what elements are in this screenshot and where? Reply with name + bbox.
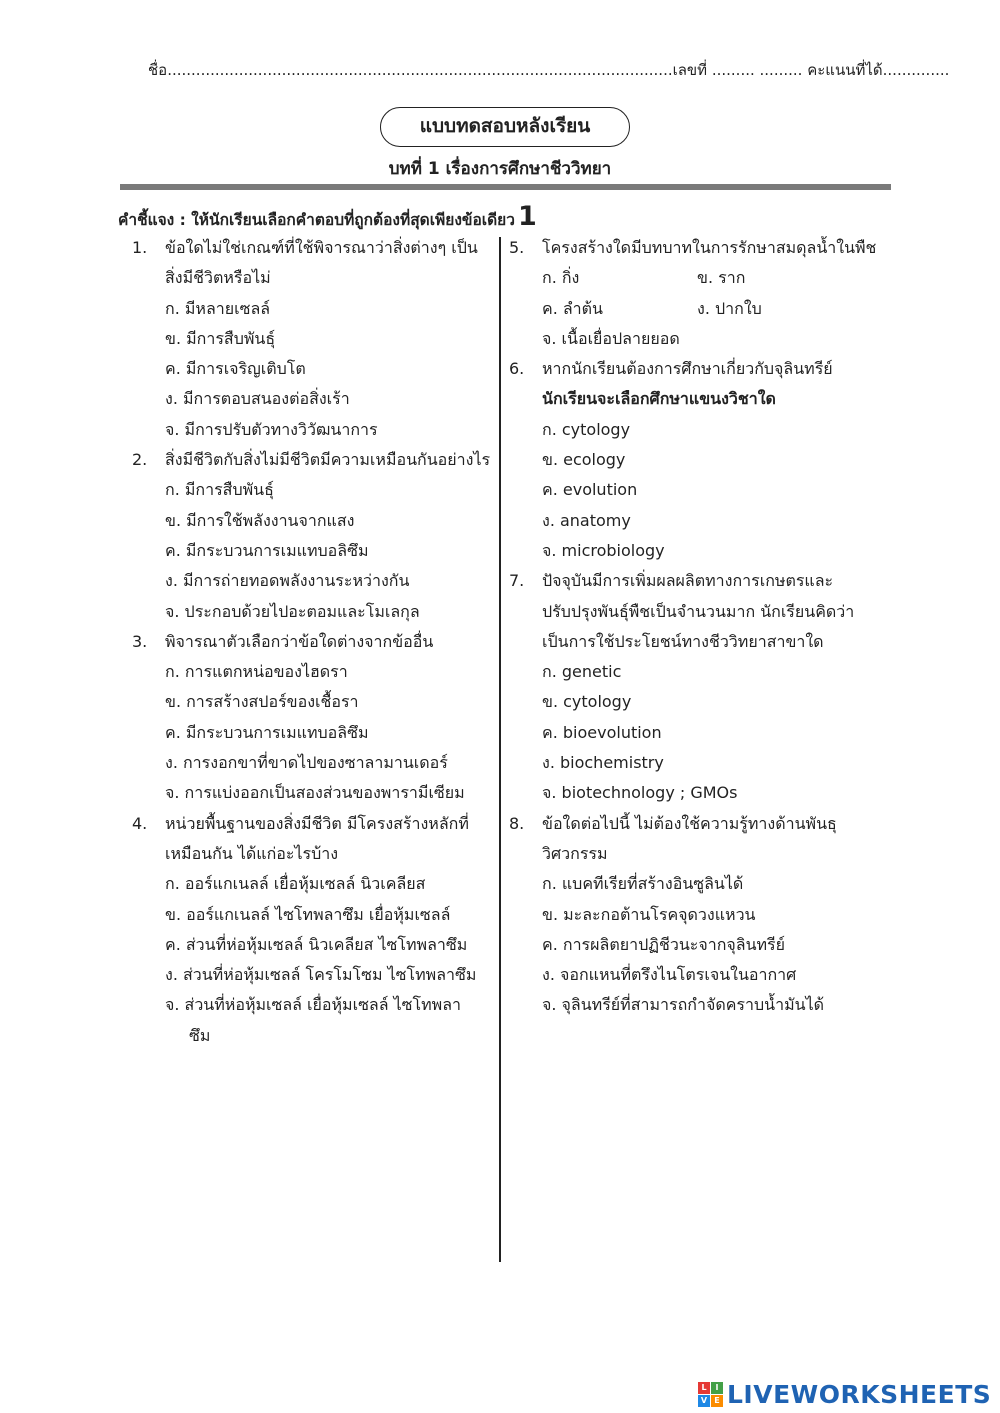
instruction-number: 1 xyxy=(517,201,537,232)
option[interactable]: ข. ecology xyxy=(542,450,626,470)
question-text: ข้อใดต่อไปนี้ ไม่ต้องใช้ความรู้ทางด้านพันธุวิศวกรรม xyxy=(542,813,837,863)
logo-icon xyxy=(698,1382,723,1407)
logo-icon-letter: I xyxy=(711,1382,723,1394)
option[interactable]: ง. จอกแหนที่ตรึงไนโตรเจนในอากาศ xyxy=(542,965,797,985)
question-number: 2. xyxy=(132,450,148,470)
option[interactable]: จ. จุลินทรีย์ที่สามารถกำจัดคราบน้ำมันได้ xyxy=(542,995,825,1015)
question-number: 7. xyxy=(509,571,525,591)
question-5 xyxy=(509,233,879,354)
liveworksheets-logo[interactable] xyxy=(698,1378,991,1410)
option[interactable]: ก. cytology xyxy=(542,419,631,439)
instruction-text: คำชี้แจง : ให้นักเรียนเลือกคำตอบที่ถูกต้องที่สุดเพียงข้อเดียว xyxy=(118,211,515,229)
option[interactable]: ค. bioevolution xyxy=(542,722,662,742)
option[interactable]: จ. biotechnology ; GMOs xyxy=(542,783,738,803)
question-8 xyxy=(509,809,879,1021)
question-2 xyxy=(132,445,492,627)
option[interactable]: จ. ประกอบด้วยไปอะตอมและโมเลกุล xyxy=(165,601,420,621)
question-number: 5. xyxy=(509,238,525,257)
logo-icon-letter: V xyxy=(698,1395,710,1407)
option[interactable]: จ. เนื้อเยื่อปลายยอด xyxy=(542,328,680,348)
question-number: 1. xyxy=(132,238,148,257)
chapter-subtitle: บทที่ 1 เรื่องการศึกษาชีววิทยา xyxy=(388,159,612,179)
question-number: 4. xyxy=(132,813,148,833)
option[interactable]: ง. biochemistry xyxy=(542,753,664,773)
question-text: ปัจจุบันมีการเพิ่มผลผลิตทางการเกษตรและปรับปรุงพันธุ์พืชเป็นจำนวนมาก นักเรียนคิดว่าเป็นการใช้ประโยชน์ทางชีววิทยาสาขาใด xyxy=(542,571,855,651)
question-4 xyxy=(132,809,492,1051)
header-divider xyxy=(120,184,891,190)
option[interactable]: ง. มีการถ่ายทอดพลังงานระหว่างกัน xyxy=(165,571,410,591)
option-continuation: ซึม xyxy=(189,1025,211,1045)
option[interactable]: ข. ออร์แกเนลล์ ไซโทพลาซึม เยื่อหุ้มเซลล์ xyxy=(165,904,451,924)
option[interactable]: ง. ส่วนที่ห่อหุ้มเซลล์ โครโมโซม ไซโทพลาซึม xyxy=(165,965,477,985)
option[interactable]: ก. genetic xyxy=(542,662,622,682)
question-number: 6. xyxy=(509,359,525,379)
option[interactable]: จ. มีการปรับตัวทางวิวัฒนาการ xyxy=(165,419,378,439)
option[interactable]: จ. microbiology xyxy=(542,540,665,560)
question-number: 8. xyxy=(509,813,525,833)
student-info-line: ชื่อ..........................................................................................................เลขที่ ......... ......... คะแนนที่ได้.............. xyxy=(148,61,950,79)
test-title: แบบทดสอบหลังเรียน xyxy=(380,107,630,147)
option[interactable]: ง. ปากใบ xyxy=(697,298,762,318)
option[interactable]: ค. ส่วนที่ห่อหุ้มเซลล์ นิวเคลียส ไซโทพลาซึม xyxy=(165,934,468,954)
option[interactable]: ค. มีกระบวนการเมแทบอลิซึม xyxy=(165,540,369,560)
question-6 xyxy=(509,354,879,566)
option[interactable]: ข. มีการสืบพันธุ์ xyxy=(165,328,276,348)
option[interactable]: ค. ลำต้น xyxy=(542,298,603,318)
option[interactable]: ข. มะละกอต้านโรคจุดวงแหวน xyxy=(542,904,756,924)
question-3 xyxy=(132,627,492,809)
option[interactable]: ข. การสร้างสปอร์ของเชื้อรา xyxy=(165,692,359,712)
instruction xyxy=(118,201,537,232)
logo-text: LIVEWORKSHEETS xyxy=(727,1379,992,1409)
question-1 xyxy=(132,233,492,445)
option[interactable]: จ. ส่วนที่ห่อหุ้มเซลล์ เยื่อหุ้มเซลล์ ไซโทพลา xyxy=(165,995,462,1015)
question-text: โครงสร้างใดมีบทบาทในการรักษาสมดุลน้ำในพืช xyxy=(542,238,877,257)
option[interactable]: ค. มีการเจริญเติบโต xyxy=(165,359,306,379)
question-text: ข้อใดไม่ใช่เกณฑ์ที่ใช้พิจารณาว่าสิ่งต่างๆ เป็นสิ่งมีชีวิตหรือไม่ xyxy=(165,238,478,288)
column-divider xyxy=(499,237,501,1262)
option[interactable]: ก. แบคทีเรียที่สร้างอินซูลินได้ xyxy=(542,874,744,894)
option[interactable]: ง. anatomy xyxy=(542,510,631,530)
logo-icon-letter: E xyxy=(711,1395,723,1407)
logo-icon-letter: L xyxy=(698,1382,710,1394)
question-text-main: หากนักเรียนต้องการศึกษาเกี่ยวกับจุลินทรีย์ xyxy=(542,359,833,379)
question-text: หน่วยพื้นฐานของสิ่งมีชีวิต มีโครงสร้างหลักที่เหมือนกัน ได้แก่อะไรบ้าง xyxy=(165,813,469,863)
option[interactable]: ค. evolution xyxy=(542,480,638,500)
question-text: พิจารณาตัวเลือกว่าข้อใดต่างจากข้ออื่น xyxy=(165,631,434,651)
option[interactable]: ข. มีการใช้พลังงานจากแสง xyxy=(165,510,355,530)
left-column xyxy=(132,233,492,1051)
question-7 xyxy=(509,566,879,808)
option[interactable]: ค. การผลิตยาปฏิชีวนะจากจุลินทรีย์ xyxy=(542,934,786,954)
option[interactable]: ข. ราก xyxy=(697,268,746,288)
option[interactable]: ง. มีการตอบสนองต่อสิ่งเร้า xyxy=(165,389,350,409)
question-number: 3. xyxy=(132,631,148,651)
option[interactable]: ง. การงอกขาที่ขาดไปของซาลามานเดอร์ xyxy=(165,753,448,773)
option[interactable]: ก. กิ่ง xyxy=(542,268,580,288)
option[interactable]: ก. มีหลายเซลล์ xyxy=(165,298,271,318)
right-column xyxy=(509,233,879,1021)
option[interactable]: ก. ออร์แกเนลล์ เยื่อหุ้มเซลล์ นิวเคลียส xyxy=(165,874,426,894)
question-text xyxy=(542,354,879,415)
option[interactable]: จ. การแบ่งออกเป็นสองส่วนของพารามีเซียม xyxy=(165,783,465,803)
option[interactable]: ค. มีกระบวนการเมแทบอลิซึม xyxy=(165,722,369,742)
question-text: สิ่งมีชีวิตกับสิ่งไม่มีชีวิตมีความเหมือนกันอย่างไร xyxy=(165,450,491,470)
question-text-bold: นักเรียนจะเลือกศึกษาแขนงวิชาใด xyxy=(542,389,776,409)
option[interactable]: ก. มีการสืบพันธุ์ xyxy=(165,480,274,500)
option[interactable]: ข. cytology xyxy=(542,692,632,712)
option[interactable]: ก. การแตกหน่อของไฮดรา xyxy=(165,662,348,682)
